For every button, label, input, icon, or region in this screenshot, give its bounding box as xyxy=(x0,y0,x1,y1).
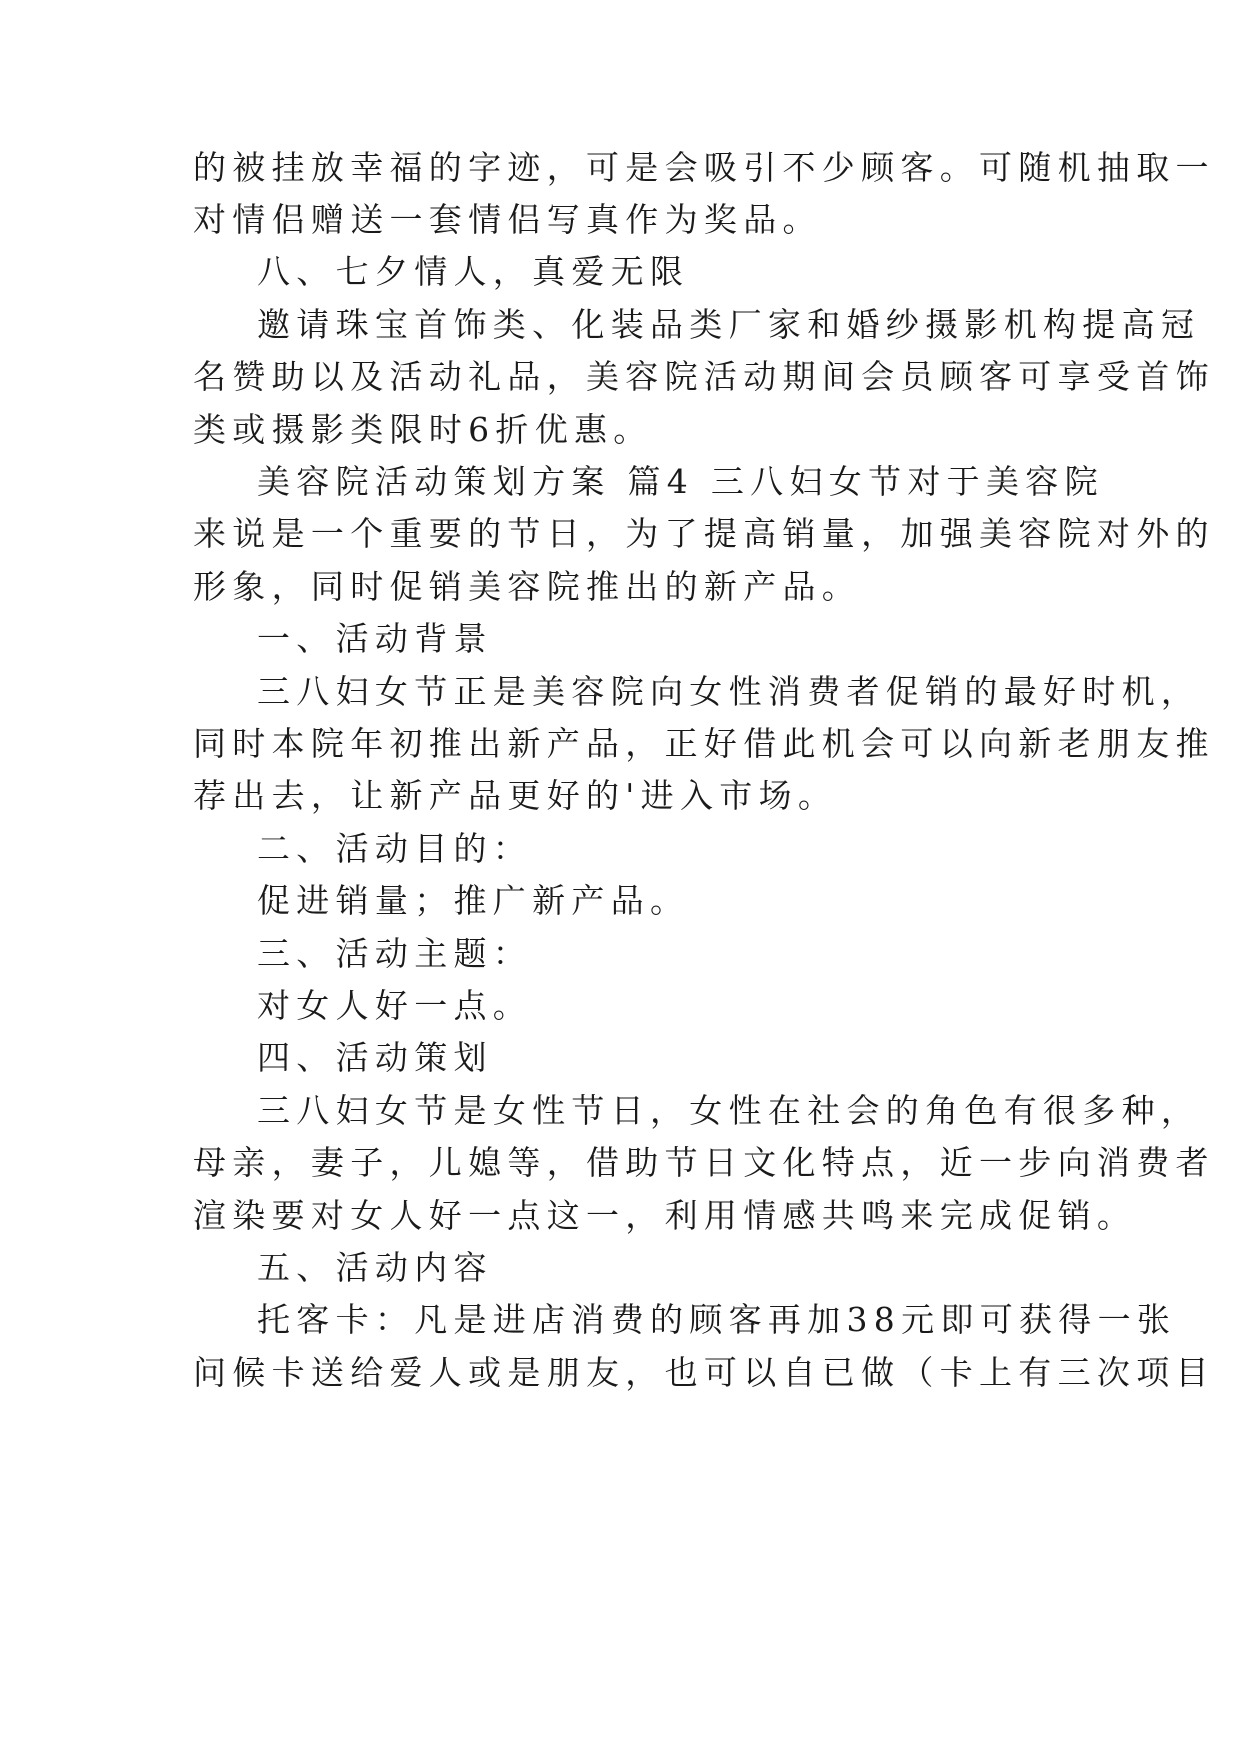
text-line: 问候卡送给爱人或是朋友，也可以自已做（卡上有三次项目 xyxy=(193,1353,1215,1392)
section-heading: 五、活动内容 xyxy=(257,1248,493,1287)
text-line: 来说是一个重要的节日，为了提高销量，加强美容院对外的 xyxy=(193,514,1215,553)
text-line: 三八妇女节是女性节日，女性在社会的角色有很多种， xyxy=(257,1091,1201,1130)
section-heading: 八、七夕情人，真爱无限 xyxy=(257,252,690,291)
section-heading: 一、活动背景 xyxy=(257,619,493,658)
text-line: 三八妇女节正是美容院向女性消费者促销的最好时机， xyxy=(257,672,1201,711)
text-line: 对情侣赠送一套情侣写真作为奖品。 xyxy=(193,200,822,239)
text-line: 荐出去，让新产品更好的'进入市场。 xyxy=(193,776,838,815)
text-line: 美容院活动策划方案 篇4 三八妇女节对于美容院 xyxy=(257,462,1104,501)
text-line: 的被挂放幸福的字迹，可是会吸引不少顾客。可随机抽取一 xyxy=(193,148,1215,187)
text-line: 对女人好一点。 xyxy=(257,986,533,1025)
section-heading: 三、活动主题： xyxy=(257,934,533,973)
text-line: 渲染要对女人好一点这一，利用情感共鸣来完成促销。 xyxy=(193,1196,1137,1235)
text-line: 邀请珠宝首饰类、化装品类厂家和婚纱摄影机构提高冠 xyxy=(257,305,1201,344)
text-line: 托客卡：凡是进店消费的顾客再加38元即可获得一张 xyxy=(257,1300,1177,1339)
text-line: 促进销量；推广新产品。 xyxy=(257,881,690,920)
text-line: 母亲，妻子，儿媳等，借助节日文化特点，近一步向消费者 xyxy=(193,1143,1215,1182)
text-line: 类或摄影类限时6折优惠。 xyxy=(193,410,653,449)
section-heading: 二、活动目的： xyxy=(257,829,533,868)
section-heading: 四、活动策划 xyxy=(257,1038,493,1077)
text-line: 形象，同时促销美容院推出的新产品。 xyxy=(193,567,862,606)
text-line: 同时本院年初推出新产品，正好借此机会可以向新老朋友推 xyxy=(193,724,1215,763)
text-line: 名赞助以及活动礼品，美容院活动期间会员顾客可享受首饰 xyxy=(193,357,1215,396)
